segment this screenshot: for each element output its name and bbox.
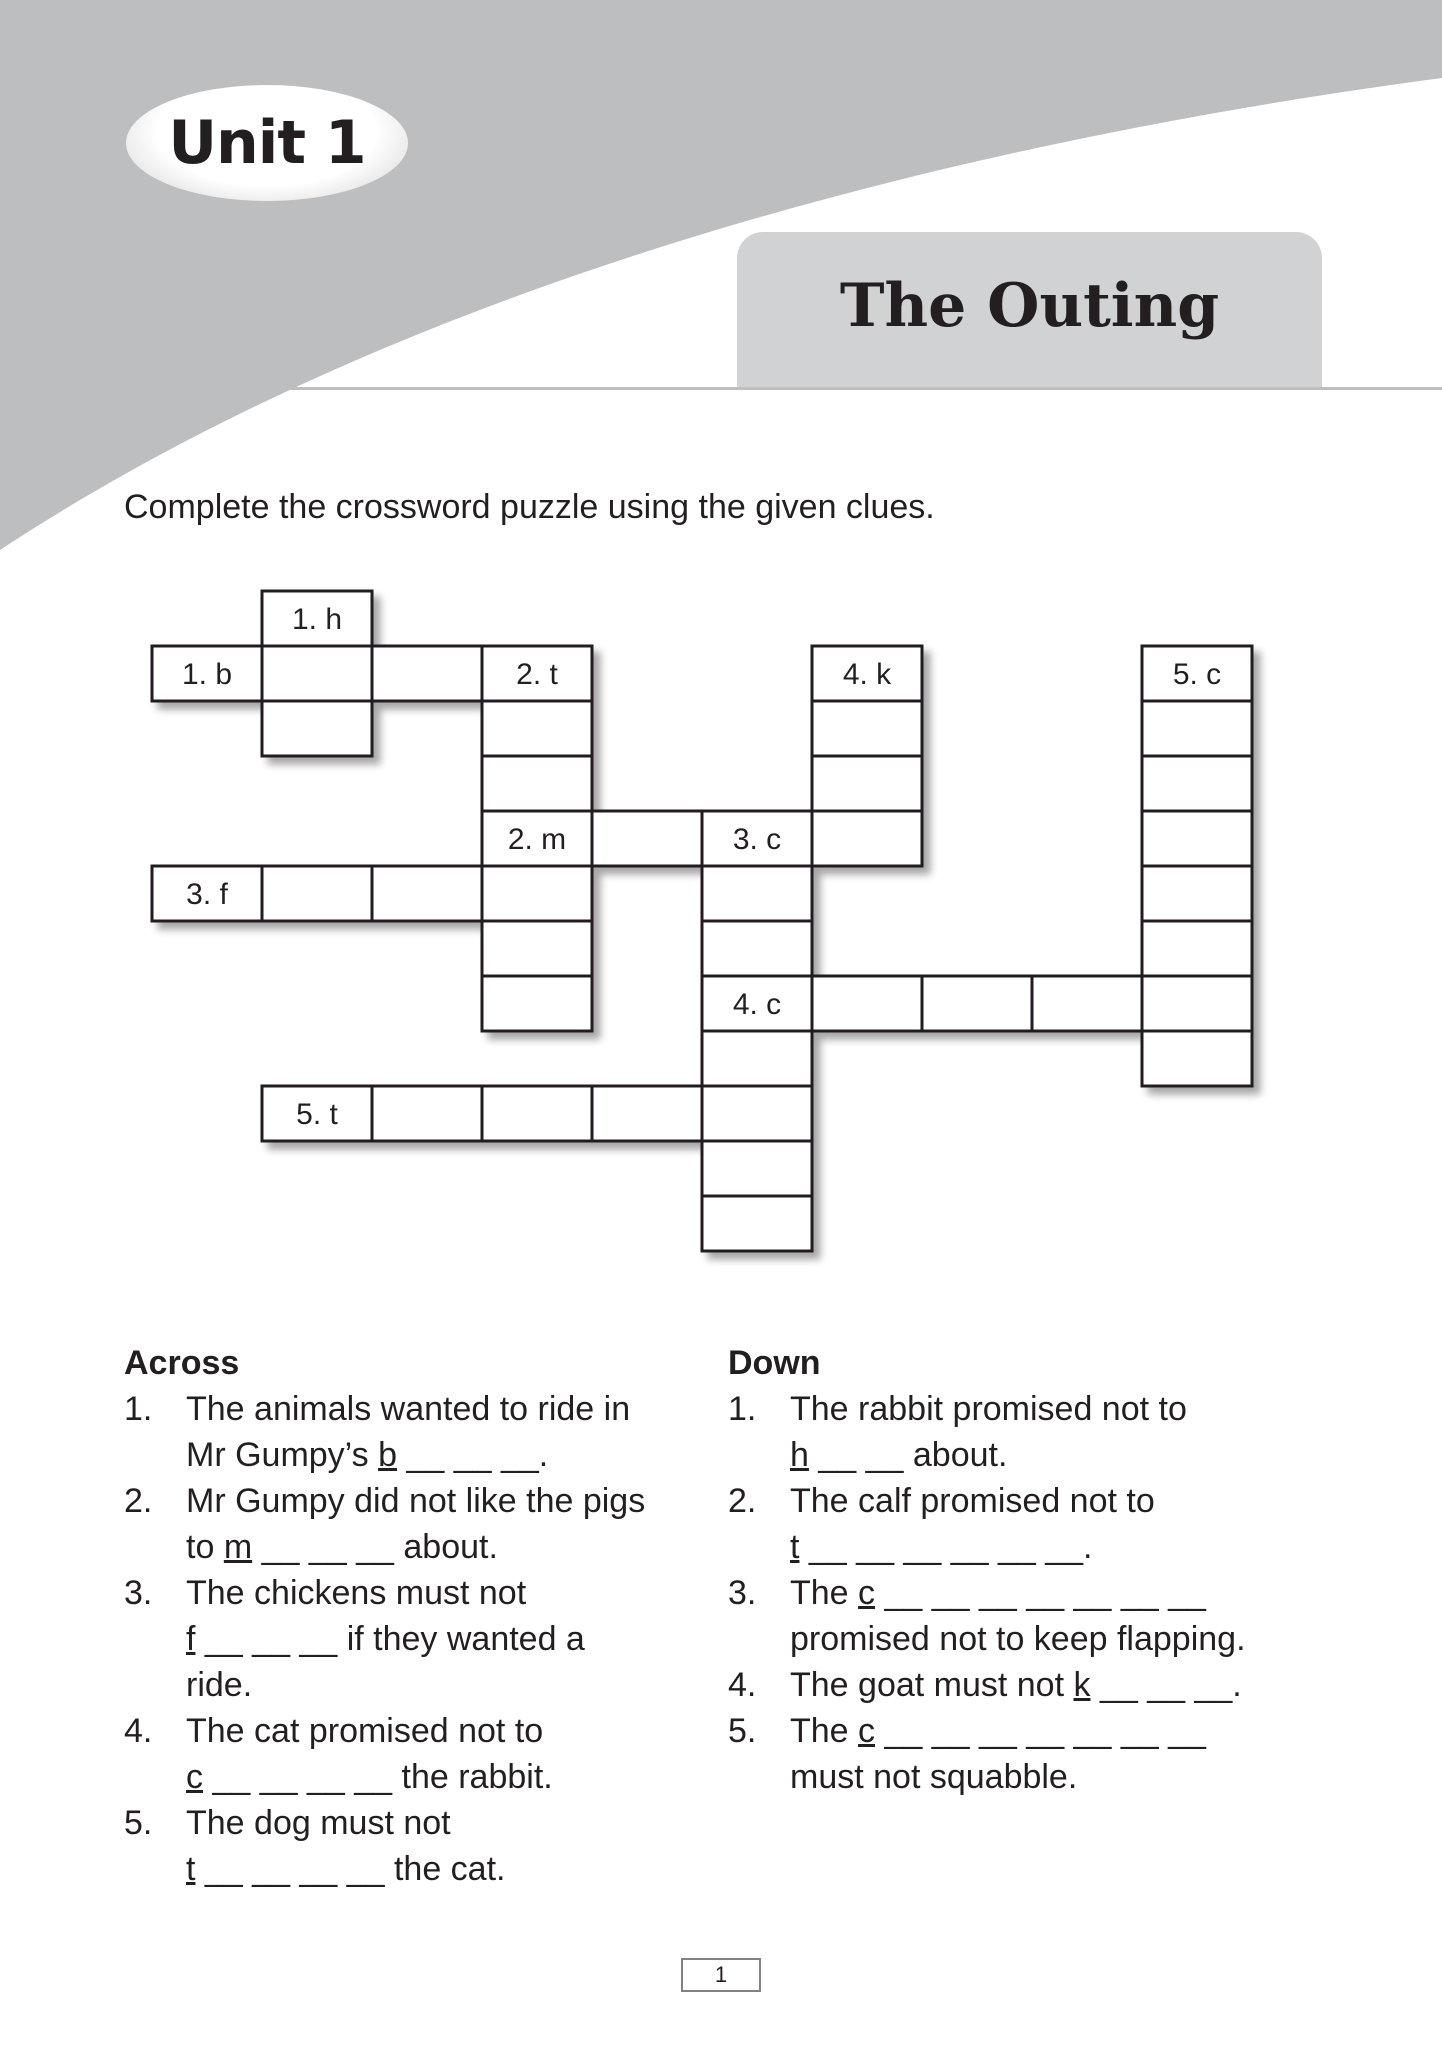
across-clue-2: 2. Mr Gumpy did not like the pigs to m __ __ __ about. [124,1482,646,1566]
across-clue-4: 4. The cat promised not to c __ __ __ __ the rabbit. [124,1712,553,1796]
crossword-cell[interactable] [592,1086,702,1141]
crossword-clue-label: 5. c [1172,658,1222,691]
down-clues [728,1340,1328,1800]
crossword-cell[interactable] [1142,811,1252,866]
crossword-cell[interactable] [262,866,372,921]
crossword-clue-label: 3. f [186,878,228,911]
crossword-cell[interactable] [922,976,1032,1031]
crossword-cell[interactable] [372,866,482,921]
crossword-clue-label: 1. h [291,603,343,636]
crossword-cell[interactable] [702,866,812,921]
crossword-cell[interactable] [372,646,482,701]
page-number: 1 [681,1958,761,1992]
down-clue-5: 5. The c __ __ __ __ __ __ __ must not squabble. [728,1712,1206,1796]
crossword-cell[interactable] [702,1196,812,1251]
down-clue-2: 2. The calf promised not to t __ __ __ __ __ __. [728,1482,1155,1566]
crossword-cell[interactable] [702,921,812,976]
crossword-cell[interactable] [262,701,372,756]
down-heading: Down [728,1344,821,1382]
crossword-cell[interactable] [812,756,922,811]
crossword-cell[interactable] [702,1031,812,1086]
across-clue-1: 1. The animals wanted to ride in Mr Gumpy’s b __ __ __. [124,1390,631,1474]
down-clue-1: 1. The rabbit promised not to h __ __ about. [728,1390,1187,1474]
crossword-cell[interactable] [812,701,922,756]
crossword-cell[interactable] [812,976,922,1031]
page-title: The Outing [839,271,1220,341]
across-clue-3: 3. The chickens must not f __ __ __ if they wanted a ride. [124,1574,585,1704]
crossword-cell[interactable] [1142,921,1252,976]
crossword-cell[interactable] [702,1141,812,1196]
across-clues [124,1340,704,1892]
down-clue-4: 4. The goat must not k __ __ __. [728,1666,1242,1704]
unit-label: Unit 1 [168,108,366,178]
instruction-text: Complete the crossword puzzle using the given clues. [124,488,935,526]
across-clue-5: 5. The dog must not t __ __ __ __ the cat. [124,1804,506,1888]
crossword-cell[interactable] [1142,756,1252,811]
crossword-cell[interactable] [1142,1031,1252,1086]
crossword-cell[interactable] [482,866,592,921]
crossword-cell[interactable] [1142,866,1252,921]
crossword-clue-label: 4. c [732,988,782,1021]
crossword-clue-label: 2. m [507,823,567,856]
crossword-cell[interactable] [482,976,592,1031]
crossword-cell[interactable] [702,1086,812,1141]
crossword-cell[interactable] [482,1086,592,1141]
crossword-clue-label: 2. t [516,658,558,691]
crossword-cell[interactable] [482,756,592,811]
crossword-cell[interactable] [1032,976,1142,1031]
crossword-clue-label: 4. k [842,658,892,691]
across-heading: Across [124,1344,240,1382]
crossword-cell[interactable] [482,921,592,976]
crossword-cell[interactable] [1142,976,1252,1031]
crossword-cell[interactable] [1142,701,1252,756]
crossword-clue-label: 3. c [732,823,782,856]
crossword-clue-label: 5. t [296,1098,338,1131]
crossword-cell[interactable] [262,646,372,701]
crossword-cell[interactable] [812,811,922,866]
crossword-cell[interactable] [592,811,702,866]
crossword-cell[interactable] [372,1086,482,1141]
crossword-cell[interactable] [482,701,592,756]
crossword-clue-label: 1. b [181,658,233,691]
down-clue-3: 3. The c __ __ __ __ __ __ __ promised not to keep flapping. [728,1574,1246,1658]
